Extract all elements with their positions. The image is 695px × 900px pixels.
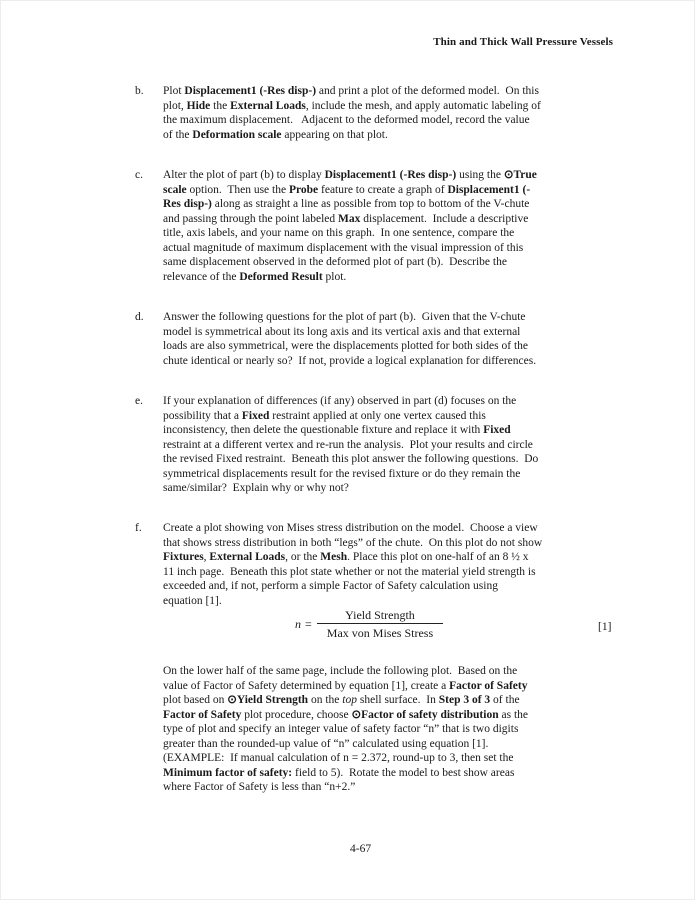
list-item-e	[135, 394, 680, 496]
text-line: of the Deformation scale appearing on that plot.	[163, 128, 388, 141]
text-line: plot based on ⊙Yield Strength on the top shell surface. In Step 3 of 3 of the	[163, 694, 520, 706]
text-line: the revised Fixed restraint. Beneath this plot answer the following questions. Do	[163, 453, 539, 465]
text-line: Create a plot showing von Mises stress distribution on the model. Choose a view	[163, 522, 538, 534]
text-line: symmetrical displacements result for the revised fixture or do they remain the	[163, 467, 521, 480]
text-line: possibility that a Fixed restraint applied at only one vertex caused this	[163, 409, 486, 422]
list-item-e-text	[163, 394, 680, 496]
paragraph-continuation-f	[135, 664, 680, 795]
text-line: model is symmetrical about its long axis and its vertical axis and that external	[163, 325, 521, 338]
text-line: greater than the rounded-up value of “n” calculated using equation [1].	[163, 737, 489, 750]
text-line: On the lower half of the same page, include the following plot. Based on the	[163, 665, 518, 677]
list-item-b	[135, 84, 680, 142]
list-item-f-label: f.	[135, 522, 142, 534]
list-item-d-text	[163, 310, 680, 368]
text-line: equation [1].	[163, 594, 222, 607]
text-line: 11 inch page. Beneath this plot state whether or not the material yield strength is	[163, 565, 536, 578]
text-line: same displacement observed in the deformed plot of part (b). Describe the	[163, 256, 507, 268]
text-line: Factor of Safety plot procedure, choose ⊙Factor of safety distribution as the	[163, 708, 528, 721]
equation-equals-sign: =	[305, 616, 312, 631]
list-item-e-label: e.	[135, 395, 143, 407]
text-line: type of plot and specify an integer value of safety factor “n” that is two digits	[163, 723, 519, 735]
safety-factor-equation	[295, 608, 443, 640]
text-line: that shows stress distribution in both “legs” of the chute. On this plot do not show	[163, 536, 543, 549]
text-line: where Factor of Safety is less than “n+2.”	[163, 781, 356, 793]
equation-numerator: Yield Strength	[345, 608, 415, 622]
list-item-f	[135, 521, 680, 608]
text-line: Res disp-) along as straight a line as possible from top to bottom of the V-chute	[163, 198, 530, 210]
equation-denominator: Max von Mises Stress	[317, 623, 443, 640]
equation-fraction	[317, 608, 443, 640]
text-line: Answer the following questions for the plot of part (b). Given that the V-chute	[163, 311, 526, 323]
list-item-f-text	[163, 521, 680, 608]
list-item-b-text	[163, 84, 680, 142]
text-line: chute identical or nearly so? If not, provide a logical explanation for differences.	[163, 354, 537, 367]
list-item-c-label: c.	[135, 169, 143, 181]
text-line: relevance of the Deformed Result plot.	[163, 270, 347, 283]
text-line: value of Factor of Safety determined by equation [1], create a Factor of Safety	[163, 679, 528, 692]
page-header: Thin and Thick Wall Pressure Vessels	[433, 36, 613, 48]
list-item-c-text	[163, 168, 680, 284]
equation-reference-number: [1]	[598, 621, 612, 633]
text-line: If your explanation of differences (if any) observed in part (d) focuses on the	[163, 395, 517, 407]
text-line: plot, Hide the External Loads, include the mesh, and apply automatic labeling of	[163, 99, 541, 112]
text-line: Alter the plot of part (b) to display Displacement1 (-Res disp-) using the ⊙True	[163, 169, 537, 181]
text-line: loads are also symmetrical, were the displacements plotted for both sides of the	[163, 340, 529, 352]
page-number: 4-67	[350, 843, 372, 855]
text-line: same/similar? Explain why or why not?	[163, 482, 349, 494]
text-line: actual magnitude of maximum displacement with the visual impression of this	[163, 241, 524, 254]
list-item-c	[135, 168, 680, 284]
text-line: (EXAMPLE: If manual calculation of n = 2.372, round-up to 3, then set the	[163, 752, 514, 764]
equation-variable: n	[295, 616, 301, 631]
text-line: scale option. Then use the Probe feature to create a graph of Displacement1 (-	[163, 183, 531, 196]
text-line: title, axis labels, and your name on this graph. In one sentence, compare the	[163, 227, 515, 239]
text-line: exceeded and, if not, perform a simple Factor of Safety calculation using	[163, 580, 498, 592]
list-item-d-label: d.	[135, 311, 144, 323]
list-item-b-label: b.	[135, 85, 144, 97]
text-line: inconsistency, then delete the questionable fixture and replace it with Fixed	[163, 424, 511, 436]
paragraph-continuation-text	[163, 664, 680, 795]
text-line: restraint at a different vertex and re-run the analysis. Plot your results and circle	[163, 438, 533, 451]
text-line: Minimum factor of safety: field to 5). Rotate the model to best show areas	[163, 766, 515, 779]
text-line: Fixtures, External Loads, or the Mesh. Place this plot on one-half of an 8 ½ x	[163, 551, 529, 563]
text-line: and passing through the point labeled Max displacement. Include a descriptive	[163, 212, 529, 225]
text-line: the maximum displacement. Adjacent to the deformed model, record the value	[163, 114, 530, 126]
list-item-d	[135, 310, 680, 368]
text-line: Plot Displacement1 (-Res disp-) and print a plot of the deformed model. On this	[163, 85, 539, 97]
